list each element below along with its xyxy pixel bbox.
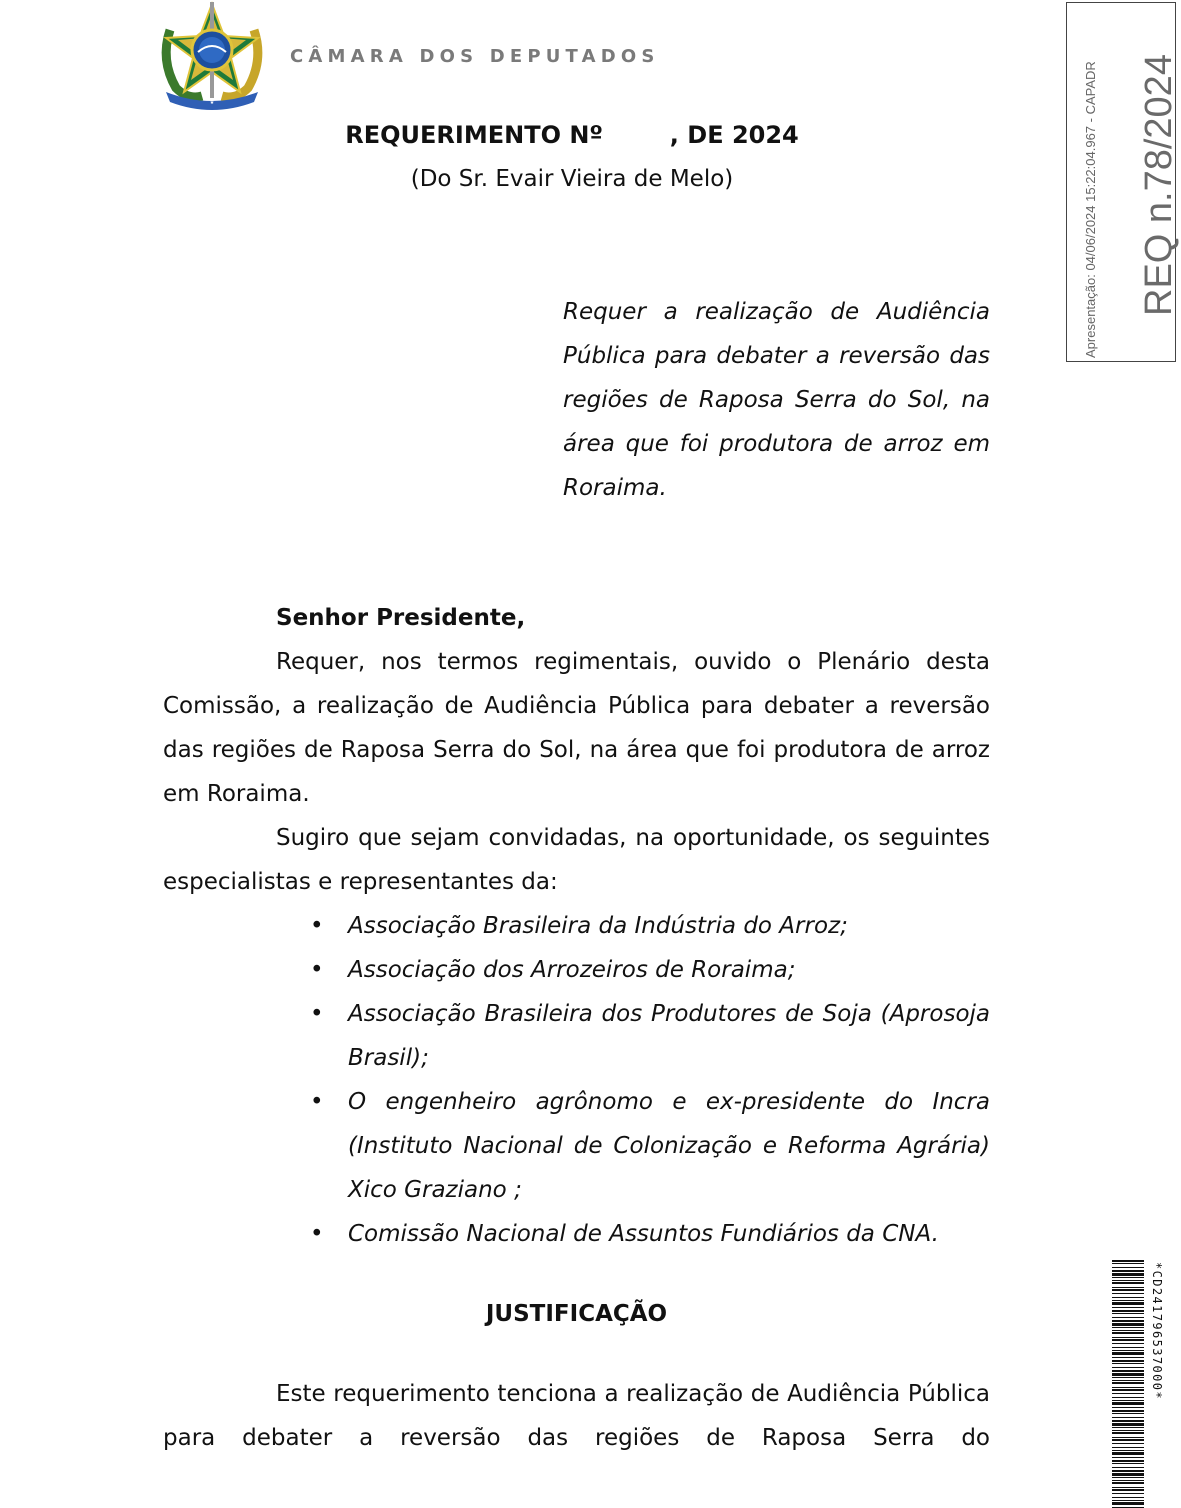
barcode-bar — [1112, 1270, 1144, 1272]
list-item: • Associação dos Arrozeiros de Roraima; — [348, 948, 990, 992]
guest-list — [163, 904, 990, 1256]
barcode-bar — [1112, 1302, 1144, 1305]
barcode-bar — [1112, 1289, 1144, 1291]
barcode-bar — [1112, 1277, 1144, 1278]
barcode — [1112, 1260, 1144, 1508]
barcode-bar — [1112, 1430, 1144, 1431]
req-number: REQ n.78/2024 — [1138, 54, 1180, 316]
bullet-icon: • — [310, 913, 324, 939]
list-item: • O engenheiro agrônomo e ex-presidente do Incra (Instituto Nacional de Colonização e Reforma Agrária) Xico Graziano ; — [348, 1080, 990, 1212]
barcode-bar — [1112, 1293, 1144, 1294]
barcode-bar — [1112, 1297, 1144, 1298]
barcode-bar — [1112, 1457, 1144, 1458]
barcode-bar — [1112, 1447, 1144, 1448]
bullet-icon: • — [310, 1001, 324, 1027]
barcode-bar — [1112, 1393, 1144, 1394]
barcode-bar — [1112, 1317, 1144, 1318]
barcode-bar — [1112, 1439, 1144, 1441]
paragraph: Requer, nos termos regimentais, ouvido o Plenário desta Comissão, a realização de Audiência Pública para debater a reversão das regiões de Raposa Serra do Sol, na área que foi produtora de arroz em Roraima. — [163, 649, 990, 807]
barcode-bar — [1112, 1463, 1144, 1464]
barcode-bar — [1112, 1432, 1144, 1434]
barcode-bar — [1112, 1387, 1144, 1388]
barcode-bar — [1112, 1320, 1144, 1322]
barcode-bar — [1112, 1339, 1144, 1341]
barcode-bar — [1112, 1352, 1144, 1355]
barcode-bar — [1112, 1367, 1144, 1368]
barcode-bar — [1112, 1460, 1144, 1462]
bullet-icon: • — [310, 957, 324, 983]
barcode-bar — [1112, 1370, 1144, 1372]
barcode-bar — [1112, 1363, 1144, 1364]
ementa: Requer a realização de Audiência Pública para debater a reversão das regiões de Raposa Serra do Sol, na área que foi produtora de arroz em Roraima. — [563, 299, 990, 501]
list-item: • Associação Brasileira dos Produtores de Soja (Aprosoja Brasil); — [348, 992, 990, 1080]
greeting: Senhor Presidente, — [276, 605, 526, 631]
barcode-bar — [1112, 1427, 1144, 1428]
justification-heading: JUSTIFICAÇÃO — [485, 1301, 668, 1327]
list-item: • Comissão Nacional de Assuntos Fundiários da CNA. — [348, 1212, 990, 1256]
document-author: (Do Sr. Evair Vieira de Melo) — [410, 166, 734, 192]
barcode-bar — [1112, 1407, 1144, 1408]
bullet-icon: • — [310, 1089, 324, 1115]
barcode-bar — [1112, 1347, 1144, 1348]
barcode-bar — [1112, 1330, 1144, 1331]
barcode-bar — [1112, 1420, 1144, 1422]
bullet-icon: • — [310, 1221, 324, 1247]
barcode-bar — [1112, 1402, 1144, 1405]
barcode-bar — [1112, 1450, 1144, 1451]
barcode-bar — [1112, 1310, 1144, 1312]
barcode-bar — [1112, 1263, 1144, 1264]
barcode-bar — [1112, 1423, 1144, 1426]
barcode-bar — [1112, 1410, 1144, 1412]
barcode-bar — [1112, 1287, 1144, 1288]
institution-name: CÂMARA DOS DEPUTADOS — [290, 46, 660, 67]
barcode-text: *CD241796537000* — [1150, 1262, 1164, 1400]
barcode-bar — [1112, 1500, 1144, 1501]
barcode-bar — [1112, 1400, 1144, 1401]
barcode-bar — [1112, 1280, 1144, 1281]
barcode-bar — [1112, 1313, 1144, 1314]
brazil-coat-of-arms-icon — [158, 0, 266, 112]
barcode-bar — [1112, 1357, 1144, 1358]
barcode-bar — [1112, 1373, 1144, 1376]
barcode-bar — [1112, 1470, 1144, 1472]
barcode-bar — [1112, 1397, 1144, 1398]
barcode-bar — [1112, 1473, 1144, 1476]
justification-paragraph: Este requerimento tenciona a realização de Audiência Pública para debater a reversão das regiões de Raposa Serra do — [163, 1381, 990, 1451]
barcode-bar — [1112, 1497, 1144, 1498]
barcode-bar — [1112, 1377, 1144, 1378]
barcode-bar — [1112, 1389, 1144, 1391]
barcode-bar — [1112, 1417, 1144, 1418]
barcode-bar — [1112, 1480, 1144, 1481]
barcode-bar — [1112, 1350, 1144, 1351]
barcode-bar — [1112, 1337, 1144, 1338]
barcode-bar — [1112, 1327, 1144, 1328]
barcode-bar — [1112, 1343, 1144, 1344]
list-item: • Associação Brasileira da Indústria do Arroz; — [348, 904, 990, 948]
svg-text:★: ★ — [209, 100, 215, 106]
barcode-bar — [1112, 1360, 1144, 1362]
barcode-bar — [1112, 1502, 1144, 1505]
barcode-bar — [1112, 1332, 1144, 1334]
barcode-bar — [1112, 1487, 1144, 1488]
document-title: REQUERIMENTO Nº , DE 2024 — [345, 121, 799, 149]
barcode-bar — [1112, 1482, 1144, 1484]
paragraph: Sugiro que sejam convidadas, na oportunidade, os seguintes especialistas e representantes da: — [163, 825, 990, 895]
barcode-bar — [1112, 1267, 1144, 1268]
document-body — [163, 596, 990, 1460]
barcode-bar — [1112, 1282, 1144, 1284]
barcode-bar — [1112, 1467, 1144, 1468]
barcode-bar — [1112, 1493, 1144, 1494]
barcode-bar — [1112, 1300, 1144, 1301]
barcode-bar — [1112, 1380, 1144, 1381]
barcode-bar — [1112, 1413, 1144, 1414]
barcode-bar — [1112, 1273, 1144, 1276]
presentation-timestamp: Apresentação: 04/06/2024 15:22:04.967 - CAPADR — [1083, 61, 1098, 358]
barcode-bar — [1112, 1489, 1144, 1491]
barcode-bar — [1112, 1443, 1144, 1444]
barcode-bar — [1112, 1260, 1144, 1262]
barcode-bar — [1112, 1477, 1144, 1478]
barcode-bar — [1112, 1437, 1144, 1438]
barcode-bar — [1112, 1323, 1144, 1326]
barcode-bar — [1112, 1307, 1144, 1308]
barcode-bar — [1112, 1452, 1144, 1455]
barcode-bar — [1112, 1382, 1144, 1384]
